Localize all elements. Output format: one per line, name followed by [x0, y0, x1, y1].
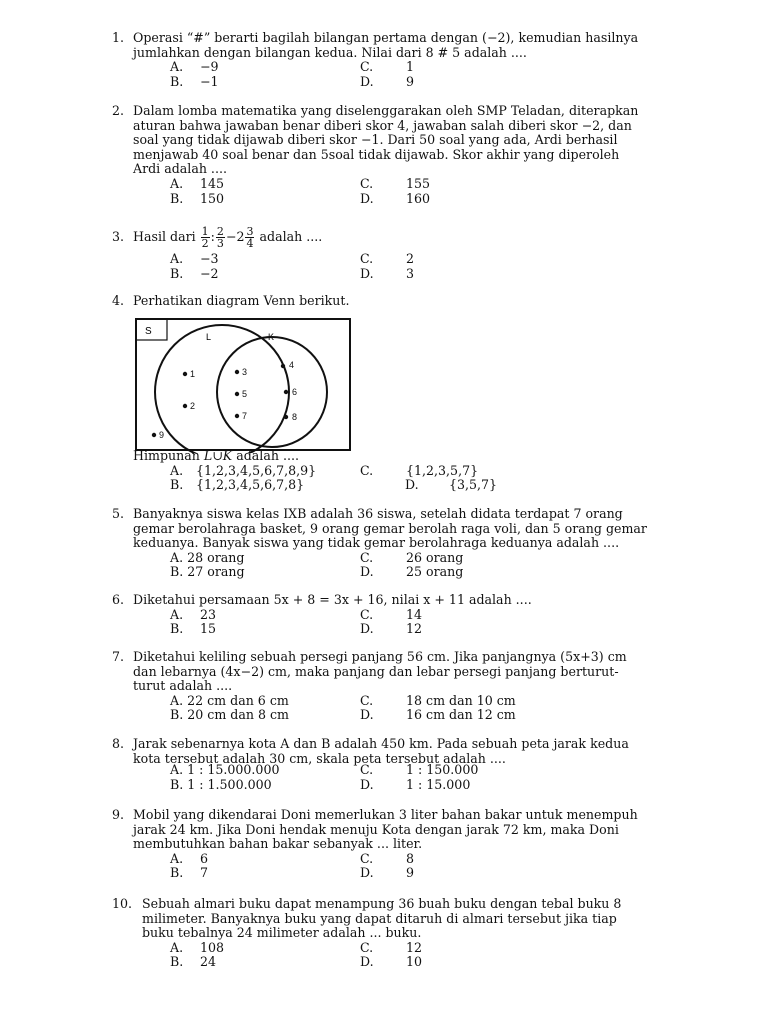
answer-options [170, 551, 682, 580]
text-line: gemar berolahraga basket, 9 orang gemar berolah raga voli, dan 5 orang gemar [133, 520, 647, 536]
question-9 [112, 808, 682, 881]
text-line: kota tersebut adalah 30 cm, skala peta tersebut adalah .... [133, 750, 506, 766]
question-number: 5. [112, 506, 125, 521]
element-label: 1 [190, 369, 196, 379]
option-row [170, 608, 682, 623]
option-value: 2 [406, 251, 415, 266]
option-letter: C. [360, 850, 374, 866]
option-value: −1 [200, 73, 219, 89]
question-text [133, 222, 682, 252]
question-text [133, 31, 682, 60]
option-value: {3,5,7} [449, 477, 498, 493]
option-value: 150 [200, 190, 225, 206]
question-number: 1. [112, 30, 125, 45]
option-row [170, 75, 682, 90]
element-label: 4 [289, 360, 295, 370]
element-dot [235, 392, 239, 396]
text-prefix: Himpunan [133, 448, 200, 463]
ratio-sign: : [210, 229, 215, 244]
option-letter: C. [360, 462, 374, 478]
text-suffix: adalah .... [259, 229, 323, 244]
option-letter: B. [170, 265, 184, 281]
question-2 [112, 104, 682, 206]
answer-options [170, 252, 682, 281]
option-row [170, 694, 682, 709]
question-4-answers [112, 449, 682, 493]
option-letter: C. [360, 692, 374, 708]
option-value: 15 [200, 621, 217, 637]
fraction [245, 226, 254, 249]
fraction-numerator: 2 [216, 225, 224, 238]
element-dot [183, 404, 187, 408]
text-line: milimeter. Banyaknya buku yang dapat ditaruh di almari tersebut jika tiap [142, 910, 617, 926]
option-letter: D. [405, 477, 419, 493]
minus-whole: −2 [225, 229, 245, 244]
question-5 [112, 507, 682, 580]
option-letter: D. [360, 564, 374, 580]
element-label: 9 [159, 430, 165, 440]
question-number: 7. [112, 649, 125, 664]
question-6 [112, 593, 682, 637]
option-value: 25 orang [406, 564, 464, 580]
option-value: −2 [200, 265, 219, 281]
text-line: Mobil yang dikendarai Doni memerlukan 3 liter bahan bakar untuk menempuh [133, 807, 638, 822]
option-letter: A. [170, 939, 184, 955]
universe-label: S [145, 326, 152, 337]
option-value: 1 : 150.000 [406, 762, 479, 778]
option-value: −9 [200, 59, 219, 75]
fraction [201, 226, 210, 249]
question-number: 2. [112, 103, 125, 118]
text-line: aturan bahwa jawaban benar diberi skor 4, jawaban salah diberi skor −2, dan [133, 117, 632, 133]
option-letter: B. [170, 621, 184, 637]
text-line: dan lebarnya (4x−2) cm, maka panjang dan lebar persegi panjang berturut- [133, 663, 619, 679]
answer-options [170, 763, 682, 792]
option-letter: D. [360, 621, 374, 637]
element-dot [284, 415, 288, 419]
option-value: 24 [200, 954, 217, 970]
text-line: Operasi “#” berarti bagilah bilangan pertama dengan (−2), kemudian hasilnya [133, 30, 639, 45]
option-value: 18 cm dan 10 cm [406, 692, 516, 708]
text-line: menjawab 40 soal benar dan 5soal tidak dijawab. Skor akhir yang diperoleh [133, 146, 620, 162]
question-text [133, 808, 682, 852]
option-row [170, 267, 682, 282]
text-line: Perhatikan diagram Venn berikut. [133, 293, 350, 308]
option-letter: B. 20 cm dan 8 cm [170, 707, 289, 723]
option-row [170, 941, 682, 956]
question-text [133, 593, 682, 608]
answer-options [170, 177, 682, 206]
question-7 [112, 650, 682, 723]
option-value: 14 [406, 606, 423, 622]
question-number: 6. [112, 592, 125, 607]
answer-options [170, 464, 682, 493]
option-row [170, 708, 682, 723]
option-value: 160 [406, 190, 431, 206]
option-letter: B. [170, 865, 184, 881]
fraction-numerator: 3 [246, 225, 254, 238]
text-line: Jarak sebenarnya kota A dan B adalah 450 km. Pada sebuah peta jarak kedua [133, 736, 629, 751]
text-line: Dalam lomba matematika yang diselenggarakan oleh SMP Teladan, diterapkan [133, 103, 639, 118]
question-text [133, 104, 682, 177]
question-text [133, 507, 682, 551]
element-label: 2 [190, 401, 196, 411]
text-line: Ardi adalah .... [133, 161, 227, 177]
option-row [170, 955, 682, 970]
text-line: keduanya. Banyak siswa yang tidak gemar berolahraga keduanya adalah .... [133, 535, 620, 551]
option-letter: B. [170, 73, 184, 89]
element-dot [281, 364, 285, 368]
option-letter: C. [360, 251, 374, 266]
element-dot [284, 390, 288, 394]
option-value: 12 [406, 939, 423, 955]
element-label: 7 [242, 411, 248, 421]
option-value: 108 [200, 939, 225, 955]
text-line: membutuhkan bahan bakar sebanyak ... liter. [133, 836, 423, 852]
union-expression: L∪K [203, 448, 233, 463]
text-line: turut adalah .... [133, 678, 233, 694]
option-value: 10 [406, 954, 423, 970]
text-line: Banyaknya siswa kelas IXB adalah 36 siswa, setelah didata terdapat 7 orang [133, 506, 623, 521]
option-letter: A. [170, 850, 184, 866]
question-3 [112, 222, 682, 281]
option-letter: A. [170, 606, 184, 622]
option-value: {1,2,3,4,5,6,7,8,9} [196, 462, 317, 478]
element-label: 6 [292, 387, 298, 397]
option-letter: C. [360, 606, 374, 622]
option-letter: A. [170, 59, 184, 75]
option-letter: B. [170, 190, 184, 206]
option-letter: A. [170, 462, 184, 478]
question-1 [112, 31, 682, 89]
text-line: buku tebalnya 24 milimeter adalah ... buku. [142, 925, 422, 941]
option-value: 1 : 15.000 [406, 776, 471, 792]
option-value: 26 orang [406, 549, 464, 565]
option-value: 7 [200, 865, 209, 881]
question-text [133, 449, 682, 464]
option-row [170, 478, 682, 493]
option-value: 12 [406, 621, 423, 637]
question-text [133, 294, 682, 309]
option-row [170, 622, 682, 637]
text-line: jumlahkan dengan bilangan kedua. Nilai dari 8 # 5 adalah .... [133, 44, 527, 60]
question-4 [112, 294, 682, 309]
question-text [133, 650, 682, 694]
text-prefix: Hasil dari [133, 229, 196, 244]
option-letter: A. 1 : 15.000.000 [170, 762, 280, 778]
option-value: 155 [406, 175, 431, 191]
answer-options [170, 941, 682, 970]
element-label: 8 [292, 412, 298, 422]
option-row [170, 464, 682, 479]
option-letter: A. 28 orang [170, 549, 245, 565]
option-row [170, 192, 682, 207]
option-row [170, 551, 682, 566]
text-line: Diketahui persamaan 5x + 8 = 3x + 16, nilai x + 11 adalah .... [133, 592, 532, 607]
text-line: soal yang tidak dijawab diberi skor −1. Dari 50 soal yang ada, Ardi berhasil [133, 132, 618, 148]
option-letter: A. [170, 175, 184, 191]
set-l-circle [155, 325, 289, 453]
venn-diagram [135, 317, 353, 453]
option-letter: D. [360, 707, 374, 723]
option-value: −3 [200, 251, 219, 266]
option-letter: B. [170, 954, 184, 970]
answer-options [170, 694, 682, 723]
answer-options [170, 852, 682, 881]
option-letter: A. 22 cm dan 6 cm [170, 692, 289, 708]
option-value: 23 [200, 606, 217, 622]
option-letter: A. [170, 251, 184, 266]
text-line: jarak 24 km. Jika Doni hendak menuju Kota dengan jarak 72 km, maka Doni [133, 821, 619, 837]
option-value: 1 [406, 59, 415, 75]
option-letter: C. [360, 59, 374, 75]
option-letter: B. [170, 477, 184, 493]
option-row [170, 852, 682, 867]
answer-options [170, 608, 682, 637]
option-letter: D. [360, 190, 374, 206]
text-line: Diketahui keliling sebuah persegi panjang 56 cm. Jika panjangnya (5x+3) cm [133, 649, 627, 664]
fraction-denominator: 4 [246, 237, 254, 250]
option-value: 9 [406, 865, 415, 881]
set-k-label: K [268, 332, 275, 342]
text-suffix: adalah .... [236, 448, 299, 463]
fraction [216, 226, 225, 249]
question-number: 10. [112, 896, 133, 911]
option-letter: C. [360, 762, 374, 778]
option-letter: D. [360, 954, 374, 970]
text-line: Sebuah almari buku dapat menampung 36 buah buku dengan tebal buku 8 [142, 896, 622, 911]
fraction-denominator: 3 [216, 237, 224, 250]
option-value: 8 [406, 850, 415, 866]
option-value: 6 [200, 850, 209, 866]
option-row [170, 60, 682, 75]
option-letter: D. [360, 265, 374, 281]
option-row [170, 763, 682, 778]
answer-options [170, 60, 682, 89]
option-value: 16 cm dan 12 cm [406, 707, 516, 723]
option-letter: D. [360, 776, 374, 792]
set-l-label: L [206, 332, 212, 342]
question-number: 4. [112, 293, 125, 308]
option-row [170, 565, 682, 580]
element-dot [235, 414, 239, 418]
fraction-numerator: 1 [201, 225, 209, 238]
set-k-circle [217, 337, 327, 447]
option-value: {1,2,3,5,7} [406, 462, 479, 478]
option-letter: B. 1 : 1.500.000 [170, 776, 272, 792]
question-number: 9. [112, 807, 125, 822]
option-row [170, 252, 682, 267]
option-letter: C. [360, 175, 374, 191]
option-row [170, 177, 682, 192]
element-label: 3 [242, 367, 248, 377]
option-row [170, 778, 682, 793]
element-dot [152, 433, 156, 437]
option-row [170, 866, 682, 881]
question-number: 3. [112, 229, 125, 244]
fraction-denominator: 2 [201, 237, 209, 250]
option-value: {1,2,3,4,5,6,7,8} [196, 477, 305, 493]
option-letter: D. [360, 865, 374, 881]
element-dot [183, 372, 187, 376]
option-letter: C. [360, 939, 374, 955]
option-letter: C. [360, 549, 374, 565]
option-value: 9 [406, 73, 415, 89]
element-label: 5 [242, 389, 248, 399]
question-text [142, 897, 682, 941]
question-10 [112, 897, 682, 970]
question-8 [112, 737, 682, 792]
option-value: 3 [406, 265, 415, 281]
option-letter: B. 27 orang [170, 564, 245, 580]
element-dot [235, 370, 239, 374]
question-number: 8. [112, 736, 125, 751]
option-value: 145 [200, 175, 225, 191]
option-letter: D. [360, 73, 374, 89]
